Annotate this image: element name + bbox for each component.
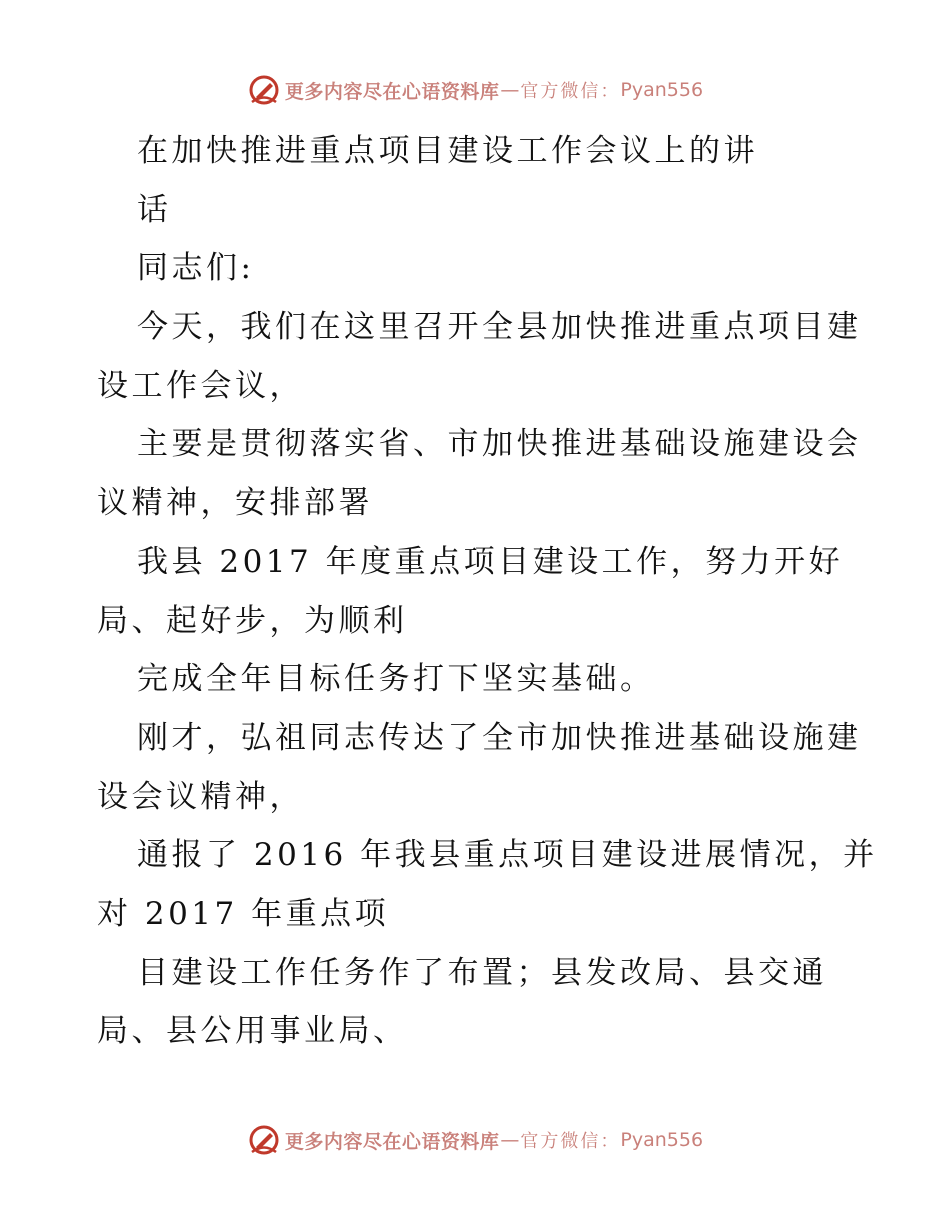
- document-line: 完成全年目标任务打下坚实基础。: [137, 661, 655, 698]
- banner-wechat-label: 官方微信：: [520, 1131, 621, 1152]
- document-line: 设会议精神，: [97, 778, 304, 815]
- document-line: 刚才，弘祖同志传达了全市加快推进基础设施建: [137, 719, 862, 756]
- document-line: 局、起好步，为顺利: [97, 602, 408, 639]
- banner-main-text: 更多内容尽在心语资料库: [284, 80, 500, 103]
- document-line: 同志们:: [137, 250, 255, 287]
- banner-wechat-label: 官方微信：: [520, 81, 621, 102]
- banner-dash: —: [500, 79, 520, 101]
- document-line: 通报了 2016 年我县重点项目建设进展情况，并: [137, 837, 878, 874]
- document-line: 设工作会议，: [97, 367, 304, 404]
- document-line: 对 2017 年重点项: [97, 895, 390, 932]
- document-line: 目建设工作任务作了布置；县发改局、县交通: [137, 954, 827, 991]
- library-logo-icon: [247, 1123, 281, 1157]
- banner-wechat-id: Pyan556: [620, 79, 704, 101]
- document-line: 我县 2017 年度重点项目建设工作，努力开好: [137, 543, 844, 580]
- banner-main-text: 更多内容尽在心语资料库: [284, 1130, 500, 1153]
- document-line: 今天，我们在这里召开全县加快推进重点项目建: [137, 309, 862, 346]
- document-line: 话: [137, 191, 172, 228]
- document-line: 主要是贯彻落实省、市加快推进基础设施建设会: [137, 426, 862, 463]
- header-banner: [0, 70, 950, 110]
- document-line: 议精神，安排部署: [97, 485, 373, 522]
- document-line: 在加快推进重点项目建设工作会议上的讲: [137, 133, 758, 169]
- banner-dash: —: [500, 1129, 520, 1151]
- library-logo-icon: [247, 73, 281, 107]
- document-line: 局、县公用事业局、: [97, 1013, 408, 1050]
- document-body: [97, 122, 877, 1061]
- footer-banner: [0, 1120, 950, 1160]
- banner-wechat-id: Pyan556: [620, 1129, 704, 1151]
